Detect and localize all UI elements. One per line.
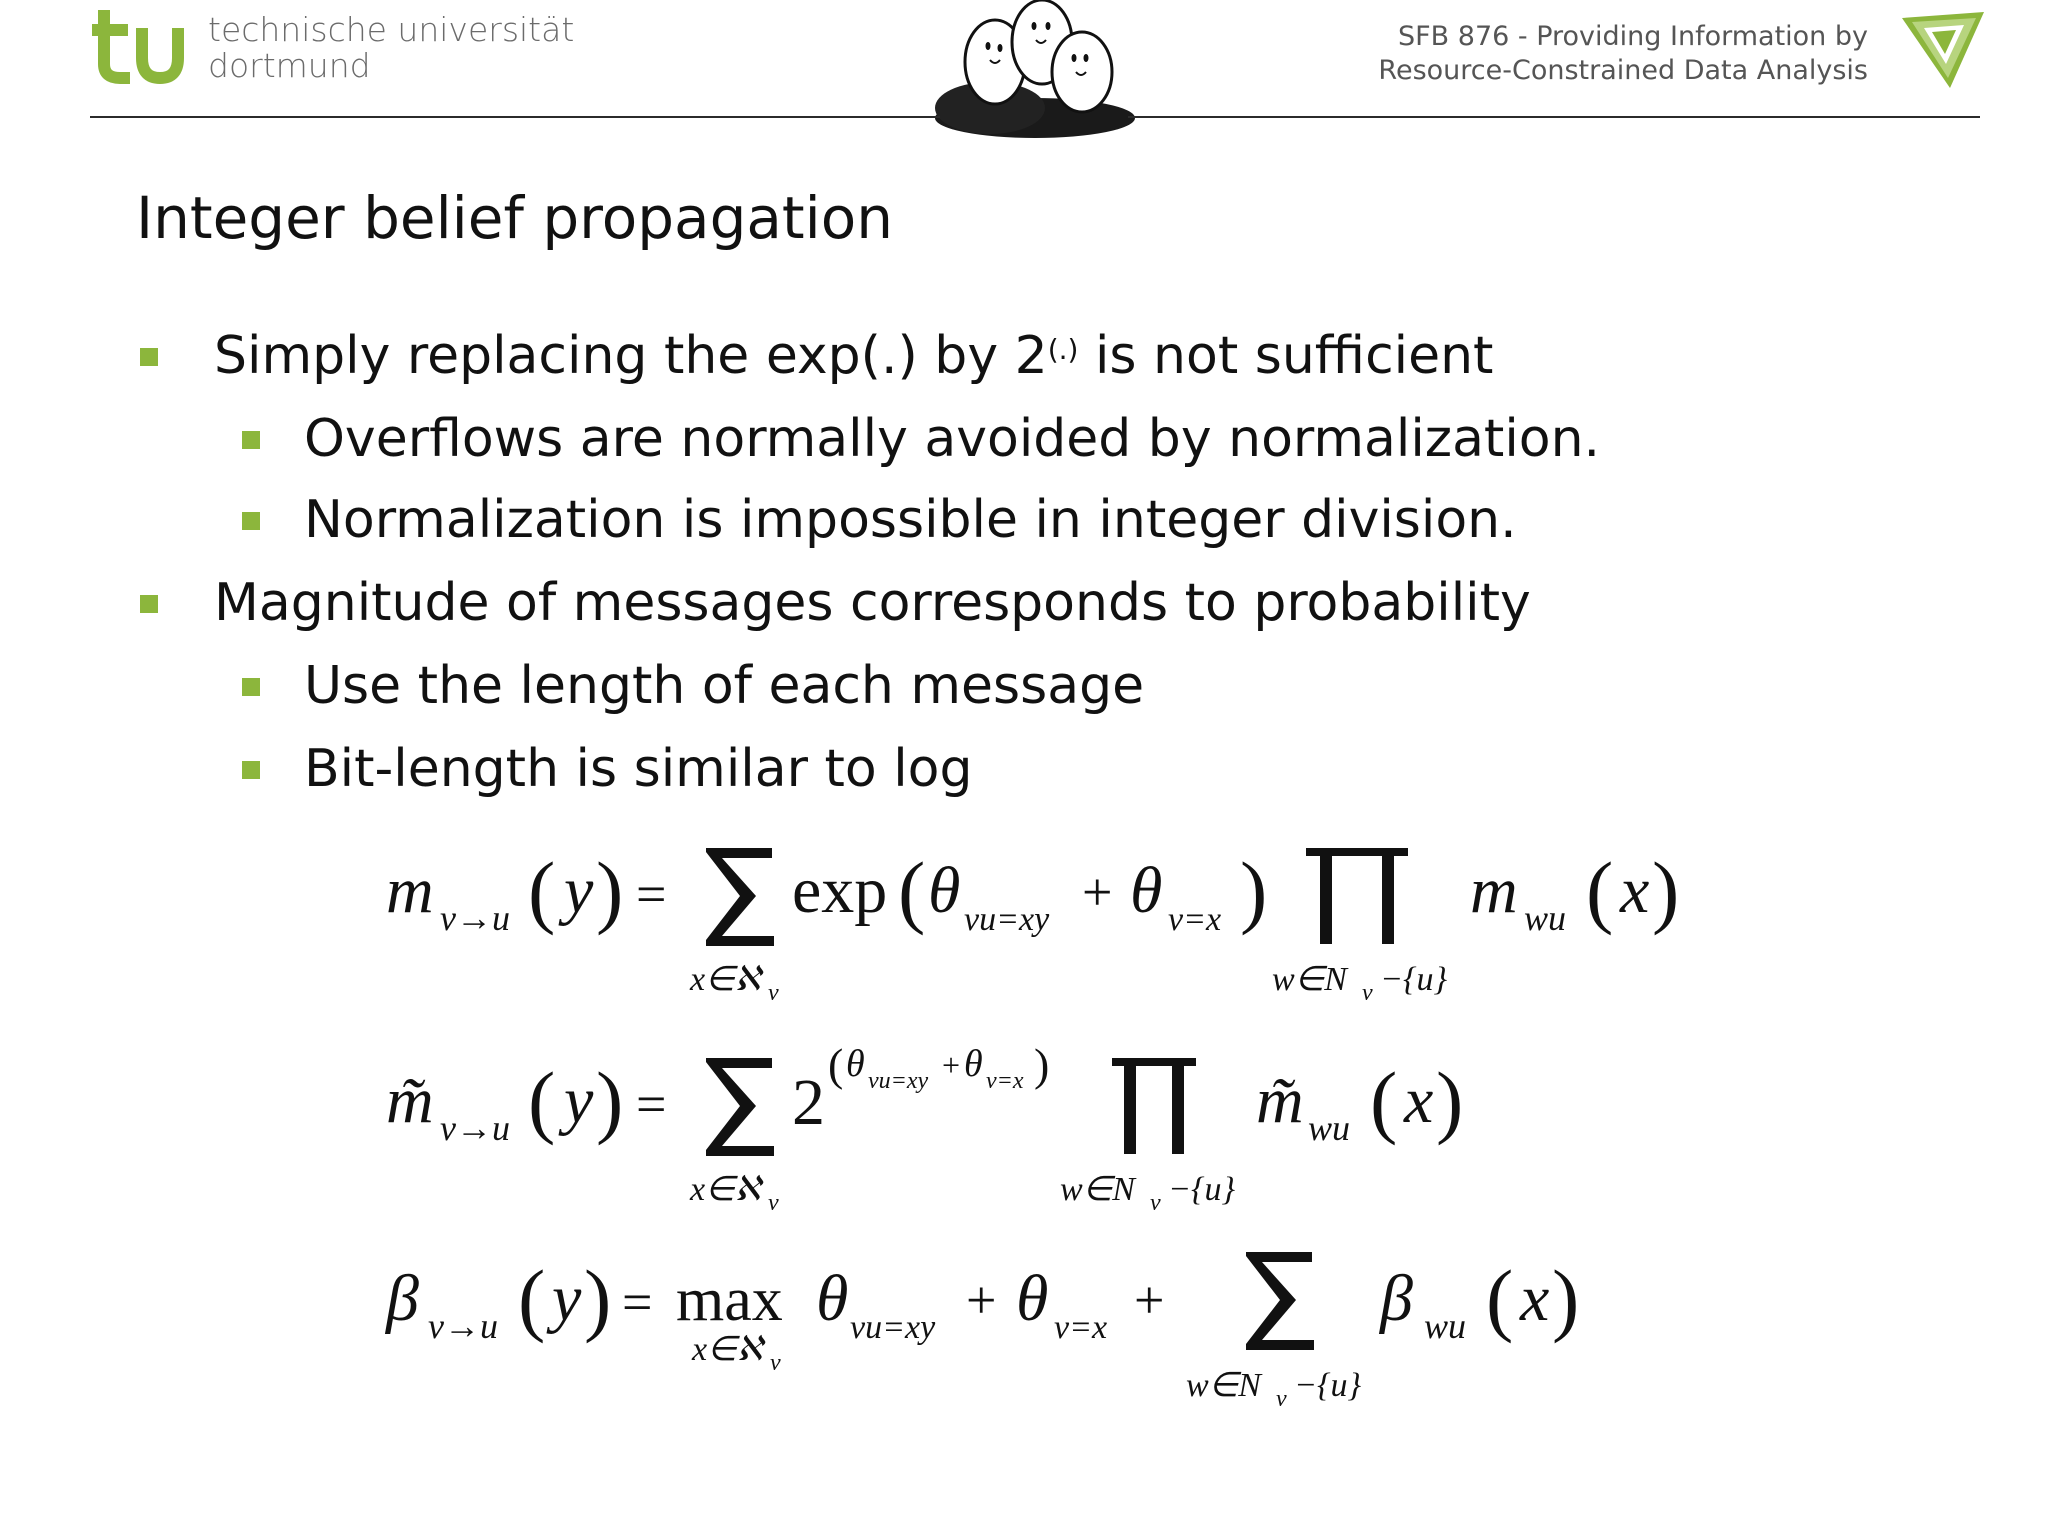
lhs-subscript: v→u	[428, 1306, 498, 1346]
max-index: x∈ℵ	[692, 1331, 763, 1368]
sum-index-subscript: v	[768, 1190, 779, 1216]
rhs-subscript: wu	[1308, 1108, 1351, 1148]
slide-title: Integer belief propagation	[136, 184, 894, 252]
sum-index-subscript: v	[1276, 1386, 1287, 1412]
product-index: w∈N	[1272, 961, 1347, 998]
argument: y	[564, 854, 594, 927]
plus-sign: +	[942, 1047, 961, 1083]
theta-symbol: θ	[1130, 854, 1163, 927]
theta-symbol: θ	[964, 1043, 983, 1085]
rhs-symbol: β	[1380, 1262, 1413, 1335]
sub-bullet-text: Use the length of each message	[304, 656, 1145, 716]
argument: y	[564, 1064, 594, 1137]
left-paren: (	[1486, 1253, 1514, 1344]
right-paren: )	[584, 1253, 612, 1344]
plus-sign: +	[1082, 862, 1113, 922]
equals-sign: =	[636, 864, 667, 924]
rhs-symbol: m	[1470, 854, 1518, 927]
left-paren: (	[528, 1055, 556, 1146]
sum-index: x∈ℵ	[690, 1171, 761, 1208]
summation-sign	[706, 848, 774, 946]
theta-subscript: vu=xy	[850, 1309, 936, 1346]
equals-sign: =	[636, 1074, 667, 1134]
rhs-subscript: wu	[1524, 898, 1567, 938]
right-paren: )	[1436, 1055, 1464, 1146]
bullet-superscript: (.)	[1047, 333, 1079, 366]
product-index-subscript: v	[1150, 1190, 1161, 1216]
left-paren: (	[1586, 845, 1614, 936]
university-line-1: technische universität	[208, 10, 575, 49]
lhs-symbol: β	[386, 1262, 419, 1335]
left-paren: (	[898, 845, 926, 936]
exp-function: exp	[792, 854, 888, 927]
theta-symbol: θ	[1016, 1262, 1049, 1335]
theta-subscript: vu=xy	[964, 901, 1050, 938]
theta-symbol: θ	[816, 1262, 849, 1335]
max-index-subscript: v	[770, 1350, 781, 1376]
max-operator: max	[676, 1266, 783, 1334]
product-index: w∈N	[1060, 1171, 1135, 1208]
product-index-tail: −{u}	[1380, 961, 1448, 998]
theta-subscript: v=x	[1054, 1309, 1108, 1346]
left-paren: (	[828, 1039, 844, 1090]
summation-sign	[706, 1058, 774, 1156]
left-paren: (	[518, 1253, 546, 1344]
theta-symbol: θ	[846, 1043, 865, 1085]
lhs-subscript: v→u	[440, 1108, 510, 1148]
bullet-text-tail: is not sufficient	[1078, 326, 1494, 386]
formula-bit-length	[384, 1252, 1579, 1412]
plus-sign: +	[966, 1270, 997, 1330]
lhs-symbol: m	[386, 854, 434, 927]
lhs-subscript: v→u	[440, 898, 510, 938]
sfb-line-2: Resource-Constrained Data Analysis	[1378, 55, 1868, 86]
left-paren: (	[528, 845, 556, 936]
sfb-line-1: SFB 876 - Providing Information by	[1398, 21, 1868, 52]
summation-sign	[1246, 1252, 1314, 1350]
sum-index: w∈N	[1186, 1367, 1261, 1404]
university-line-2: dortmund	[208, 46, 371, 85]
theta-symbol: θ	[928, 854, 961, 927]
product-sign	[1112, 1058, 1196, 1154]
rhs-subscript: wu	[1424, 1306, 1467, 1346]
sub-bullet-text: Normalization is impossible in integer division.	[304, 490, 1517, 550]
argument: y	[552, 1262, 582, 1335]
rhs-argument: x	[1520, 1262, 1550, 1335]
product-index-subscript: v	[1362, 980, 1373, 1006]
right-paren: )	[596, 1055, 624, 1146]
right-paren: )	[1652, 845, 1680, 936]
rhs-argument: x	[1620, 854, 1650, 927]
rhs-symbol: m̃	[1256, 1064, 1304, 1137]
formula-message	[386, 845, 1679, 1006]
right-paren: )	[1552, 1253, 1580, 1344]
right-paren: )	[1240, 845, 1268, 936]
product-index-tail: −{u}	[1168, 1171, 1236, 1208]
left-paren: (	[1370, 1055, 1398, 1146]
theta-subscript: vu=xy	[868, 1068, 929, 1094]
sum-index: x∈ℵ	[690, 961, 761, 998]
sub-bullet-text: Bit-length is similar to log	[304, 739, 973, 799]
theta-subscript: v=x	[986, 1068, 1024, 1094]
rhs-argument: x	[1404, 1064, 1434, 1137]
bullet-text: Magnitude of messages corresponds to probability	[214, 573, 1531, 633]
product-sign	[1306, 848, 1408, 944]
sub-bullet-text: Overflows are normally avoided by normalization.	[304, 409, 1601, 469]
theta-subscript: v=x	[1168, 901, 1222, 938]
sum-index-tail: −{u}	[1294, 1367, 1362, 1404]
plus-sign: +	[1134, 1270, 1165, 1330]
sum-index-subscript: v	[768, 980, 779, 1006]
formula-integer-message	[386, 1039, 1463, 1216]
bullet-text: Simply replacing the exp(.) by 2	[214, 326, 1048, 386]
lhs-symbol: m̃	[386, 1064, 434, 1137]
equals-sign: =	[622, 1272, 653, 1332]
right-paren: )	[596, 845, 624, 936]
base-two: 2	[792, 1066, 825, 1139]
right-paren: )	[1034, 1039, 1050, 1090]
